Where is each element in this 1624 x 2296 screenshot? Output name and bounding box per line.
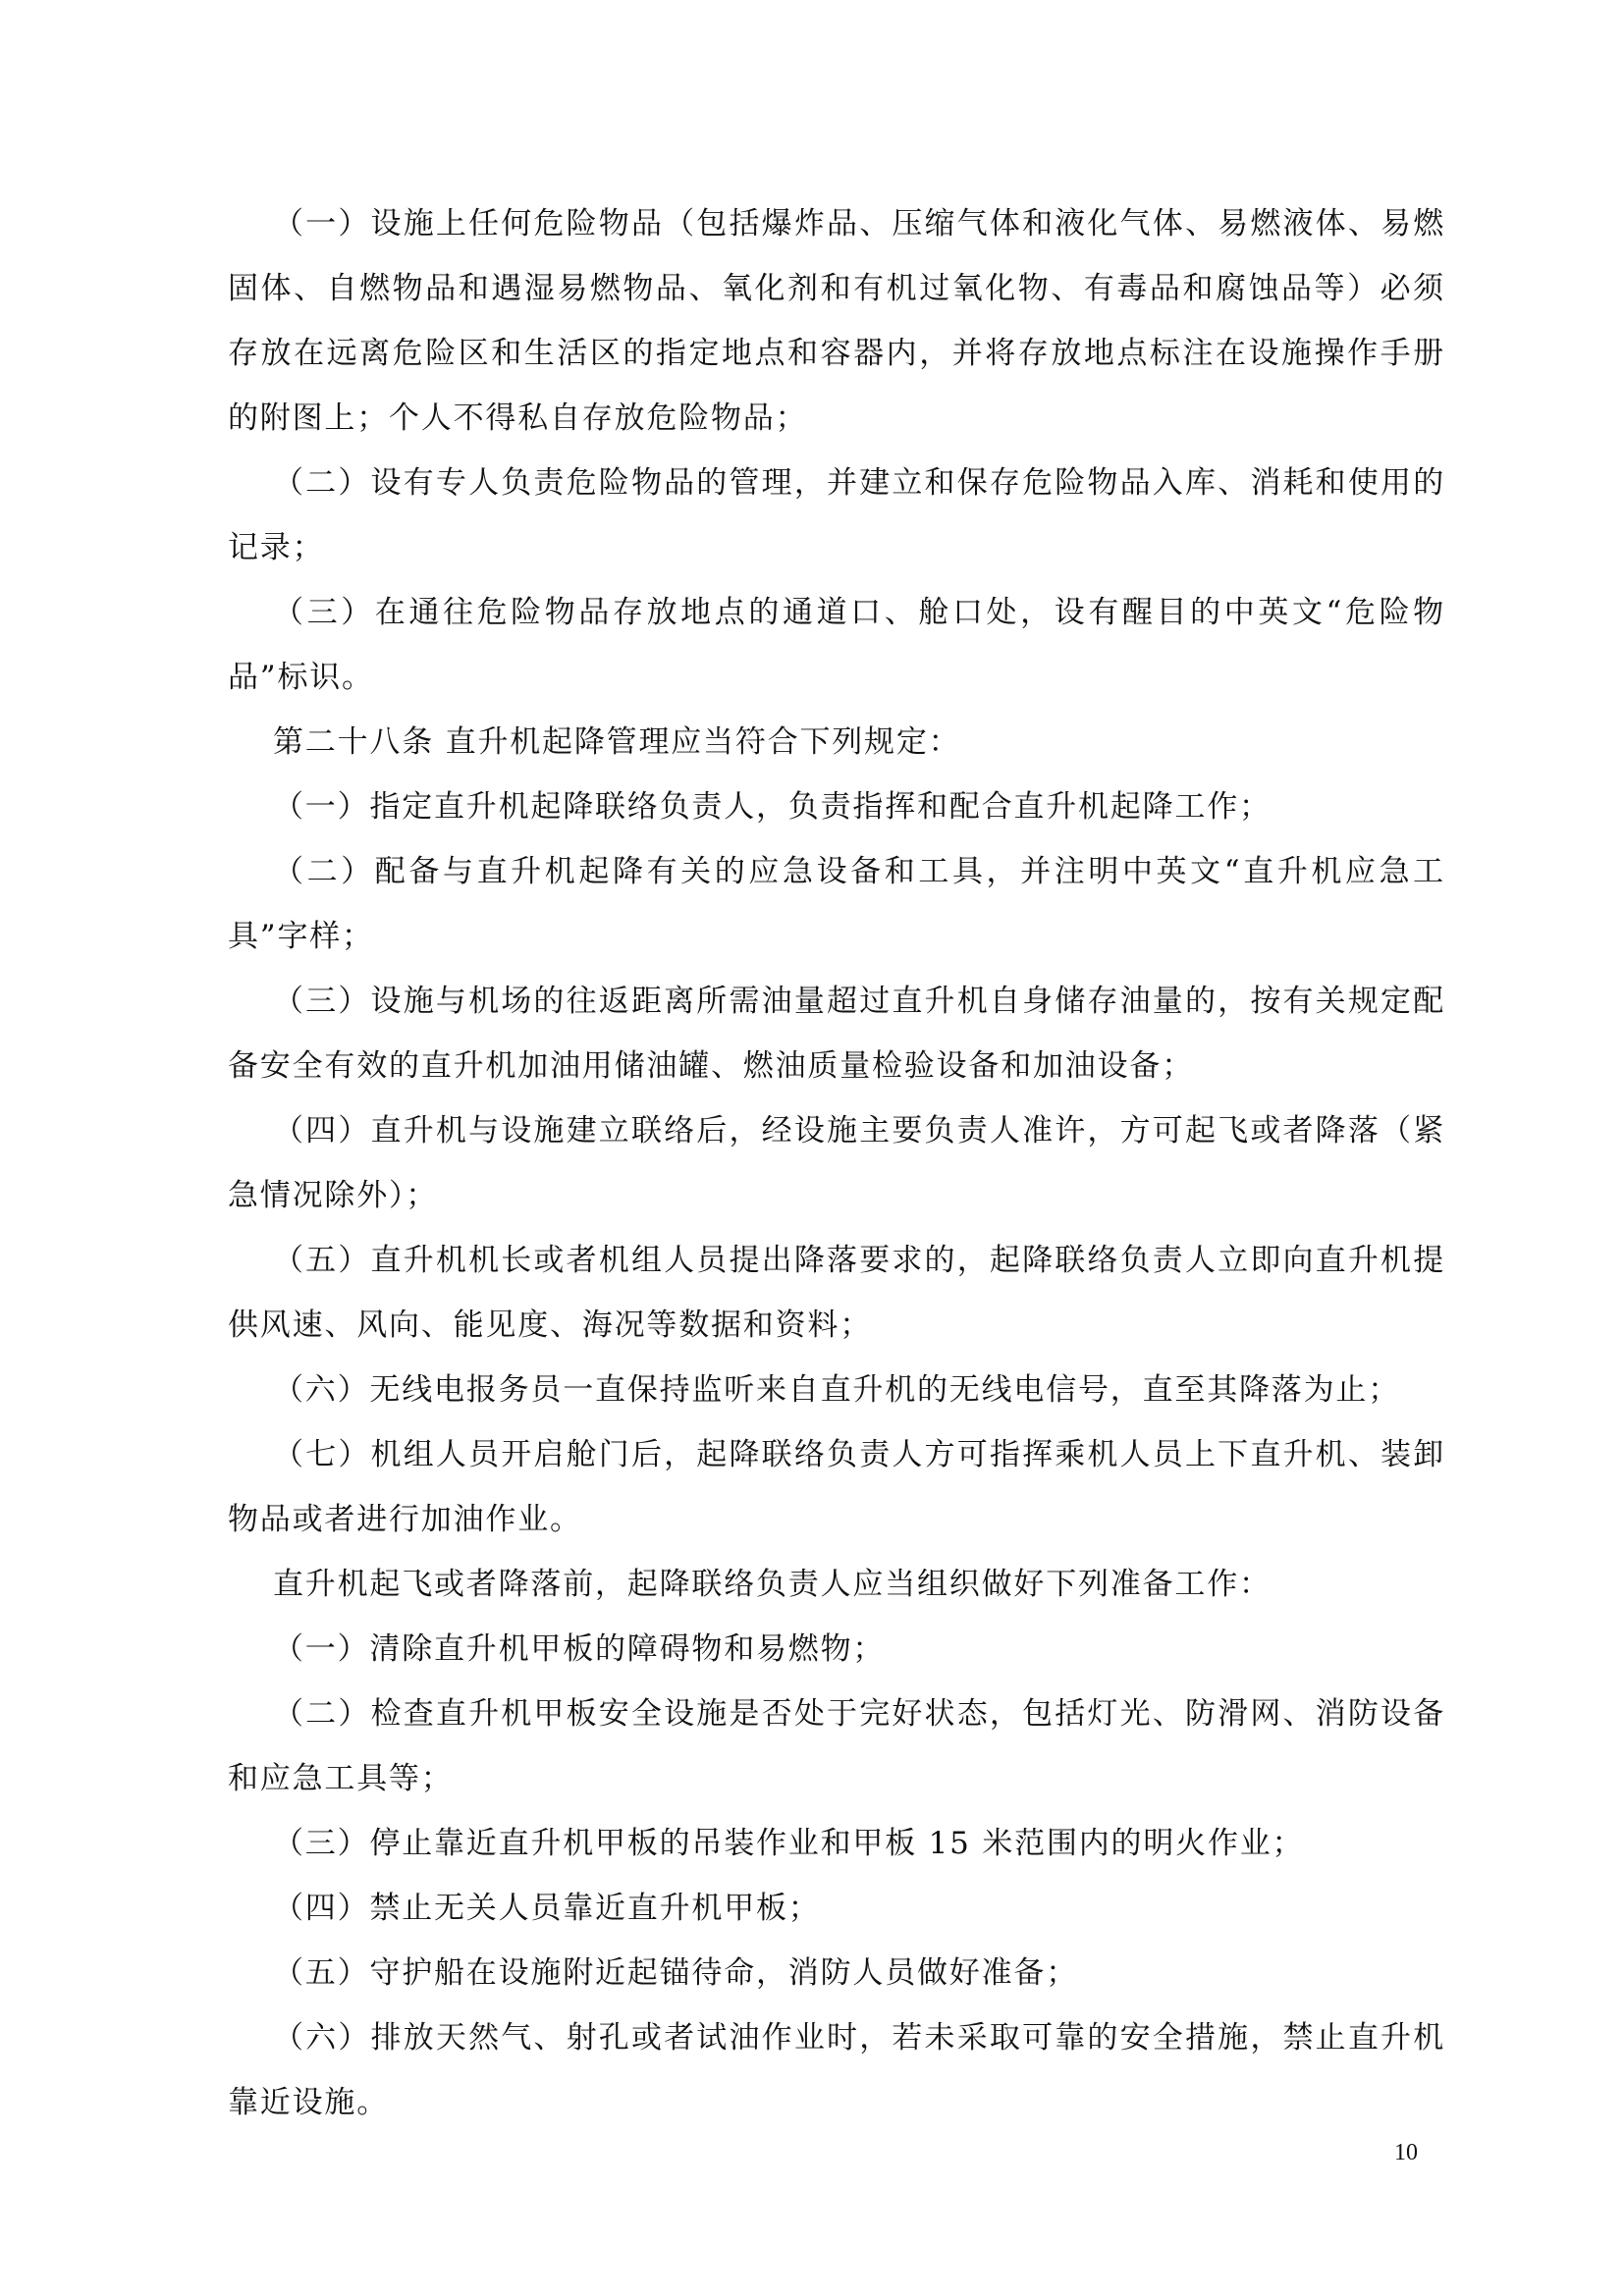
- paragraph-helicopter-permission: （四）直升机与设施建立联络后，经设施主要负责人准许，方可起飞或者降落（紧急情况除外）；: [228, 1113, 1445, 1213]
- paragraph-gas-venting: （六）排放天然气、射孔或者试油作业时，若未采取可靠的安全措施，禁止直升机靠近设施。: [228, 2020, 1445, 2120]
- paragraph-hazmat-sign: （三）在通往危险物品存放地点的通道口、舱口处，设有醒目的中英文“危险物品”标识。: [228, 595, 1445, 695]
- paragraph-radio-monitoring: （六）无线电报务员一直保持监听来自直升机的无线电信号，直至其降落为止；: [273, 1372, 1400, 1408]
- paragraph-helicopter-landing-data: （五）直升机机长或者机组人员提出降落要求的，起降联络负责人立即向直升机提供风速、风向、能见度、海况等数据和资料；: [228, 1243, 1445, 1343]
- paragraph-hazmat-manager: （二）设有专人负责危险物品的管理，并建立和保存危险物品入库、消耗和使用的记录；: [228, 465, 1445, 565]
- paragraph-helicopter-fuel: （三）设施与机场的往返距离所需油量超过直升机自身储存油量的，按有关规定配备安全有效的直升机加油用储油罐、燃油质量检验设备和加油设备；: [228, 984, 1445, 1084]
- paragraph-standby-vessel: （五）守护船在设施附近起锚待命，消防人员做好准备；: [273, 1955, 1078, 1991]
- article-28-heading: 第二十八条 直升机起降管理应当符合下列规定：: [273, 724, 961, 760]
- paragraph-stop-hoisting: （三）停止靠近直升机甲板的吊装作业和甲板 15 米范围内的明火作业；: [273, 1826, 1305, 1861]
- page-number: 10: [1394, 2140, 1418, 2165]
- paragraph-cabin-door: （七）机组人员开启舱门后，起降联络负责人方可指挥乘机人员上下直升机、装卸物品或者进行加油作业。: [228, 1437, 1445, 1537]
- paragraph-check-deck-safety: （二）检查直升机甲板安全设施是否处于完好状态，包括灯光、防滑网、消防设备和应急工具等；: [228, 1696, 1445, 1796]
- paragraph-hazmat-storage: （一）设施上任何危险物品（包括爆炸品、压缩气体和液化气体、易燃液体、易燃固体、自燃物品和遇湿易燃物品、氧化剂和有机过氧化物、有毒品和腐蚀品等）必须存放在远离危险区和生活区的指定地点和容器内，并将存放地点标注在设施操作手册的附图上；个人不得私自存放危险物品；: [228, 206, 1445, 436]
- paragraph-restrict-personnel: （四）禁止无关人员靠近直升机甲板；: [273, 1891, 821, 1926]
- document-body: [228, 191, 1445, 2135]
- paragraph-preparation-intro: 直升机起飞或者降落前，起降联络负责人应当组织做好下列准备工作：: [273, 1567, 1272, 1602]
- paragraph-helicopter-emergency-tools: （二）配备与直升机起降有关的应急设备和工具，并注明中英文“直升机应急工具”字样；: [228, 854, 1445, 954]
- paragraph-clear-deck: （一）清除直升机甲板的障碍物和易燃物；: [273, 1631, 886, 1667]
- paragraph-helicopter-contact: （一）指定直升机起降联络负责人，负责指挥和配合直升机起降工作；: [273, 789, 1272, 825]
